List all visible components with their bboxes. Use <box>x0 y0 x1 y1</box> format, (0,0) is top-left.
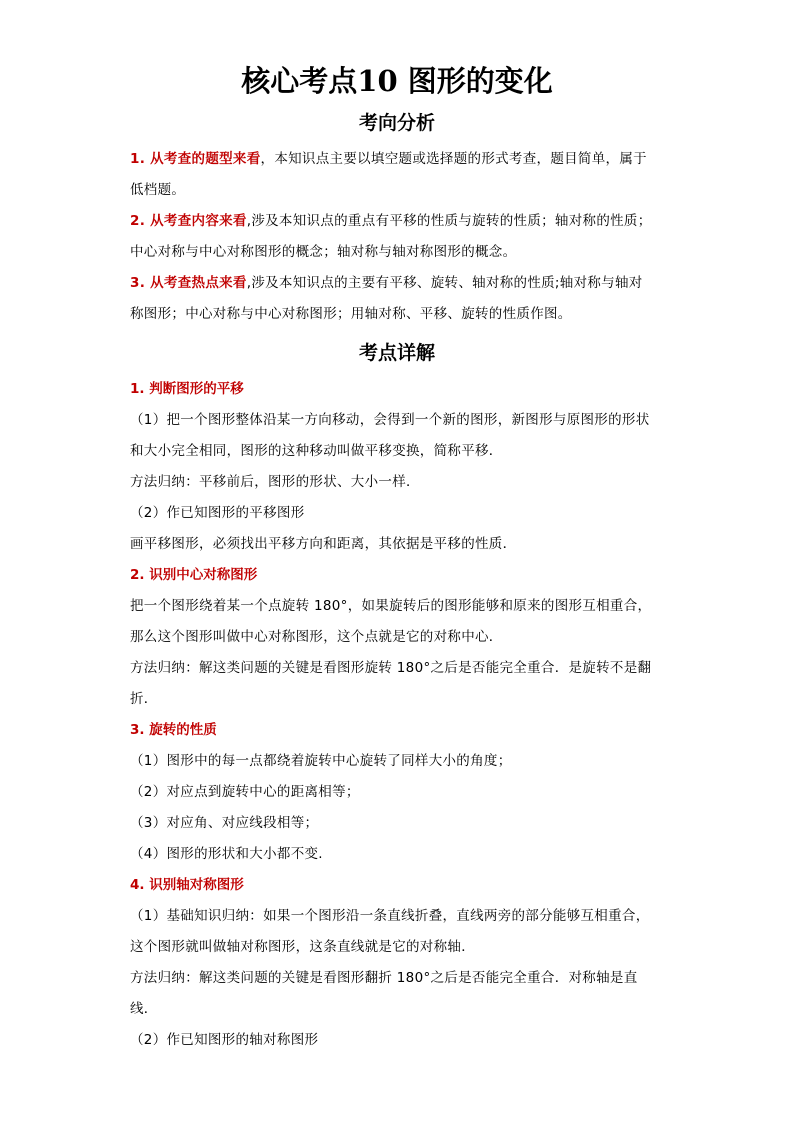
analysis-item-text: ,涉及本知识点的重点有平移的性质与旋转的性质；轴对称的性质； <box>246 213 652 229</box>
analysis-item-text: 称图形；中心对称与中心对称图形；用轴对称、平移、旋转的性质作图。 <box>130 306 572 322</box>
analysis-item-text: ,涉及本知识点的主要有平移、旋转、轴对称的性质;轴对称与轴对 <box>246 275 643 291</box>
section-line: （4）图形的形状和大小都不变. <box>130 846 323 862</box>
section-line: 那么这个图形叫做中心对称图形，这个点就是它的对称中心． <box>130 629 503 645</box>
section-title: 2. 识别中心对称图形 <box>130 567 258 583</box>
details-heading: 考点详解 <box>358 342 435 364</box>
section-line: （2）作已知图形的轴对称图形 <box>130 1032 319 1048</box>
section-line: 方法归纳：解这类问题的关键是看图形翻折 180°之后是否能完全重合．对称轴是直 <box>130 970 638 986</box>
analysis-item-text: ，本知识点主要以填空题或选择题的形式考查，题目简单，属于 <box>260 151 647 167</box>
analysis-item <box>130 268 664 299</box>
analysis-item <box>130 206 664 237</box>
section-line: （3）对应角、对应线段相等； <box>130 815 319 831</box>
analysis-item-text: 低档题。 <box>130 182 186 198</box>
page-title: 核心考点10 图形的变化 <box>241 64 553 98</box>
analysis-item-lead: 3. 从考查热点来看 <box>130 275 247 291</box>
analysis-section <box>130 144 664 330</box>
details-section <box>130 374 664 1056</box>
section-title: 3. 旋转的性质 <box>130 722 217 738</box>
section-line: （1）基础知识归纳：如果一个图形沿一条直线折叠，直线两旁的部分能够互相重合， <box>130 908 650 924</box>
section-line: 画平移图形，必须找出平移方向和距离，其依据是平移的性质． <box>130 536 517 552</box>
section-line: 线． <box>130 1001 158 1017</box>
section-title: 1. 判断图形的平移 <box>130 381 244 397</box>
analysis-heading: 考向分析 <box>358 112 435 134</box>
section-line: 和大小完全相同，图形的这种移动叫做平移变换，简称平移． <box>130 443 503 459</box>
section-line: 这个图形就叫做轴对称图形，这条直线就是它的对称轴． <box>130 939 475 955</box>
analysis-item-lead: 1. 从考查的题型来看 <box>130 151 261 167</box>
analysis-item <box>130 144 664 175</box>
section-line: 方法归纳：解这类问题的关键是看图形旋转 180°之后是否能完全重合．是旋转不是翻 <box>130 660 652 676</box>
analysis-item-lead: 2. 从考查内容来看 <box>130 213 247 229</box>
section-line: （1）图形中的每一点都绕着旋转中心旋转了同样大小的角度； <box>130 753 512 769</box>
section-line: 把一个图形绕着某一个点旋转 180°，如果旋转后的图形能够和原来的图形互相重合， <box>130 598 652 614</box>
section-line: 折． <box>130 691 158 707</box>
section-line: （2）对应点到旋转中心的距离相等； <box>130 784 360 800</box>
section-line: （1）把一个图形整体沿某一方向移动，会得到一个新的图形，新图形与原图形的形状 <box>130 412 650 428</box>
section-line: 方法归纳：平移前后，图形的形状、大小一样． <box>130 474 420 490</box>
section-line: （2）作已知图形的平移图形 <box>130 505 305 521</box>
analysis-item-text: 中心对称与中心对称图形的概念；轴对称与轴对称图形的概念。 <box>130 244 517 260</box>
section-title: 4. 识别轴对称图形 <box>130 877 244 893</box>
